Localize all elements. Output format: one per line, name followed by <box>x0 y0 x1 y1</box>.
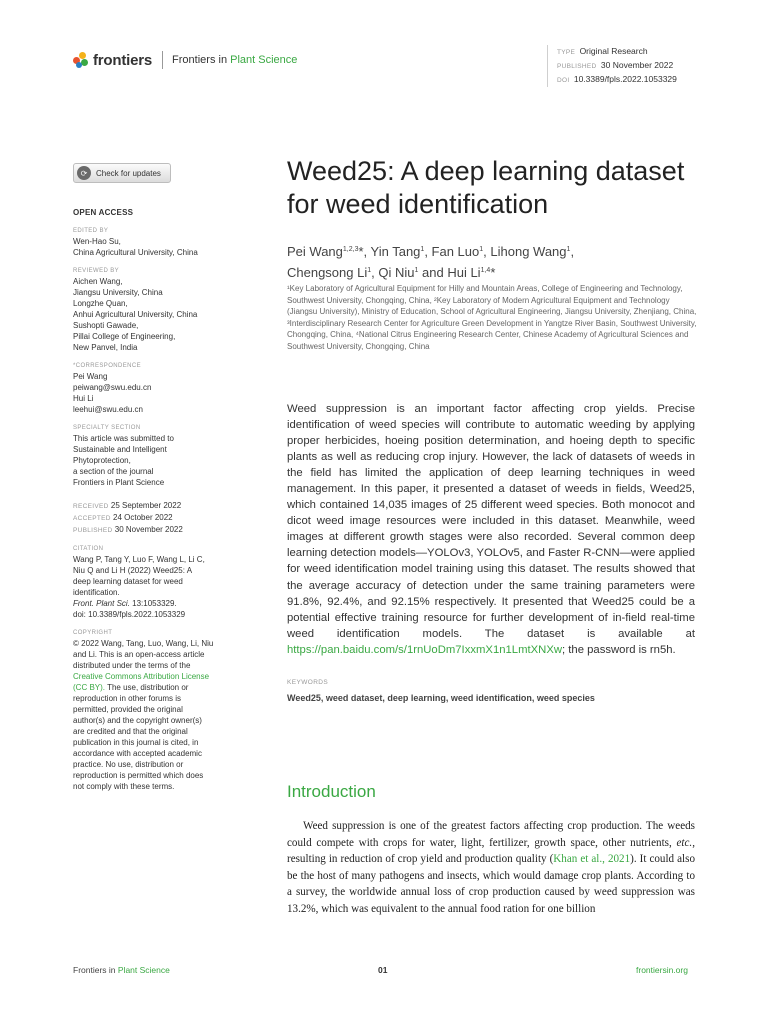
author: Yin Tang$^1$, <box>370 244 432 259</box>
author: Pei Wang$^{1,2,3}$*, <box>287 244 371 259</box>
author: Hui Li$^{1,4}$* <box>447 265 496 280</box>
author: Lihong Wang$^1$, <box>490 244 575 259</box>
author-list <box>287 240 707 282</box>
citation-link[interactable]: Khan et al., 2021 <box>553 853 631 866</box>
logo-wordmark: frontiers <box>93 51 153 69</box>
sidebar-published-date: 30 November 2022 <box>114 525 183 534</box>
copyright: © 2022 Wang, Tang, Luo, Wang, Li, Niu and Li. This is an open-access article distributed under the terms of the Creative Commons Attribution License (CC BY). The use, distribution or reproduction in other forums is permitted, provided the original author(s) and the copyright owner(s) are credited and that the original publication in this journal is cited, in accordance with accepted academic practice. No use, distribution or reproduction is permitted which does not comply with these terms. <box>73 638 233 792</box>
article-meta: TYPE Original Research PUBLISHED 30 November 2022 DOI 10.3389/fpls.2022.1053329 <box>547 45 677 87</box>
section-heading-introduction: Introduction <box>287 782 376 801</box>
frontiers-logo[interactable] <box>73 51 297 69</box>
introduction-paragraph: Weed suppression is one of the greatest factors affecting crop production. The weeds could compete with crops for water, light, fertilizer, growth space, other nutrients, etc., resulting in reduction of crop yield and production quality (Khan et al., 2021). It could also be the host of many pathogens and insects, which would damage crop plants. According to a survey, the worldwide annual loss of crop production caused by weed suppression was 13.2%, which was equivalent to the annual food ration for one billion <box>287 820 695 915</box>
citation-doi: doi: 10.3389/fpls.2022.1053329 <box>73 610 186 619</box>
journal-name: Frontiers in Plant Science <box>172 54 298 66</box>
keywords-title: KEYWORDS <box>287 679 329 686</box>
article-dates: RECEIVED 25 September 2022 ACCEPTED 24 October 2022 PUBLISHED 30 November 2022 <box>73 501 183 534</box>
author: Fan Luo$^1$, <box>431 244 491 259</box>
citation: Wang P, Tang Y, Luo F, Wang L, Li C, Niu Q and Li H (2022) Weed25: A deep learning dataset for weed identification. Front. Plant Sci. 13:1053329. doi: 10.3389/fpls.2022.1053329 <box>73 554 233 620</box>
article-title: Weed25: A deep learning dataset for weed identification <box>287 156 685 219</box>
footer-site-link[interactable]: frontiersin.org <box>636 965 688 975</box>
correspondence: Pei Wang peiwang@swu.edu.cn Hui Li leehui@swu.edu.cn <box>73 371 233 415</box>
abstract: Weed suppression is an important factor affecting crop yields. Precise identification of weed species will contribute to automatic weeding by applying proper herbicides, hoeing position determination, and hoeing depth to specific plants as well as reducing crop injury. However, the lack of datasets of weeds in the field has limited the application of deep learning techniques in weed management. In this paper, it presented a dataset of weeds in fields, Weed25, which contained 14,035 images of 25 different weed species. Both monocot and dicot weed image resources were included in this dataset. Meanwhile, weed images at different growth stages were also recorded. Several common deep learning detection models—YOLOv3, YOLOv5, and Faster R-CNN—were applied for weed identification model training using this dataset. The results showed that the average accuracy of detection under the same training parameters were 91.8%, 92.4%, and 92.15% respectively. It presented that Weed25 could be a potential effective training resource for further development of in-field real-time weed identification models. The dataset is available at https://pan.baidu.com/s/1rnUoDm7IxxmX1n1LmtXNXw; the password is rn5h. <box>287 403 695 656</box>
sidebar <box>73 163 233 792</box>
edited-by: Wen-Hao Su, China Agricultural University, China <box>73 237 198 257</box>
logo-divider <box>162 51 163 69</box>
open-access-label: OPEN ACCESS <box>73 208 134 217</box>
citation-title: CITATION <box>73 546 104 552</box>
license-link[interactable]: Creative Commons Attribution License <box>73 672 210 681</box>
article-type: Original Research <box>579 46 648 56</box>
reviewed-by-title: REVIEWED BY <box>73 268 120 274</box>
email-link[interactable]: peiwang@swu.edu.cn <box>73 383 152 392</box>
license-link-short[interactable]: (CC BY). <box>73 683 105 692</box>
email-link[interactable]: leehui@swu.edu.cn <box>73 405 143 414</box>
received-date: 25 September 2022 <box>110 501 182 510</box>
accepted-date: 24 October 2022 <box>113 513 173 522</box>
correspondence-title: *CORRESPONDENCE <box>73 363 142 369</box>
footer-journal: Frontiers in Plant Science <box>73 965 170 975</box>
dataset-link[interactable]: https://pan.baidu.com/s/1rnUoDm7IxxmX1n1LmtXNXw <box>287 643 563 656</box>
copyright-title: COPYRIGHT <box>73 630 113 636</box>
page-number: 01 <box>378 965 388 975</box>
frontiers-logo-icon <box>73 52 89 68</box>
reviewed-by: Aichen Wang, Jiangsu University, China Longzhe Quan, Anhui Agricultural University, China Sushopti Gawade, Pillai College of Engineering, New Panvel, India <box>73 277 198 352</box>
edited-by-title: EDITED BY <box>73 228 109 234</box>
doi: 10.3389/fpls.2022.1053329 <box>573 74 677 84</box>
author: Chengsong Li$^1$, <box>287 265 379 280</box>
check-for-updates-button[interactable]: ⟳ Check for updates <box>73 163 171 183</box>
refresh-icon: ⟳ <box>77 166 91 180</box>
published-date: 30 November 2022 <box>600 60 674 70</box>
author: Qi Niu$^1$ and <box>378 265 448 280</box>
keywords: Weed25, weed dataset, deep learning, weed identification, weed species <box>287 693 595 703</box>
affiliations: ¹Key Laboratory of Agricultural Equipment for Hilly and Mountain Areas, College of Engineering and Technology, Southwest University, Chongqing, China, ²Key Laboratory of Modern Agricultural Equipment and Technology (Jiangsu University), Ministry of Education, School of Agricultural Engineering, Jiangsu University, Zhenjiang, China, ³Interdisciplinary Research Center for Agriculture Green Development in Yangtze River Basin, Southwest University, Chongqing, China, ⁴National Citrus Engineering Research Center, Chinese Academy of Agricultural Sciences and Southwest University, Chongqing, China <box>287 284 697 351</box>
specialty-section: This article was submitted to Sustainable and Intelligent Phytoprotection, a section of the journal Frontiers in Plant Science <box>73 434 174 487</box>
specialty-section-title: SPECIALTY SECTION <box>73 425 141 431</box>
